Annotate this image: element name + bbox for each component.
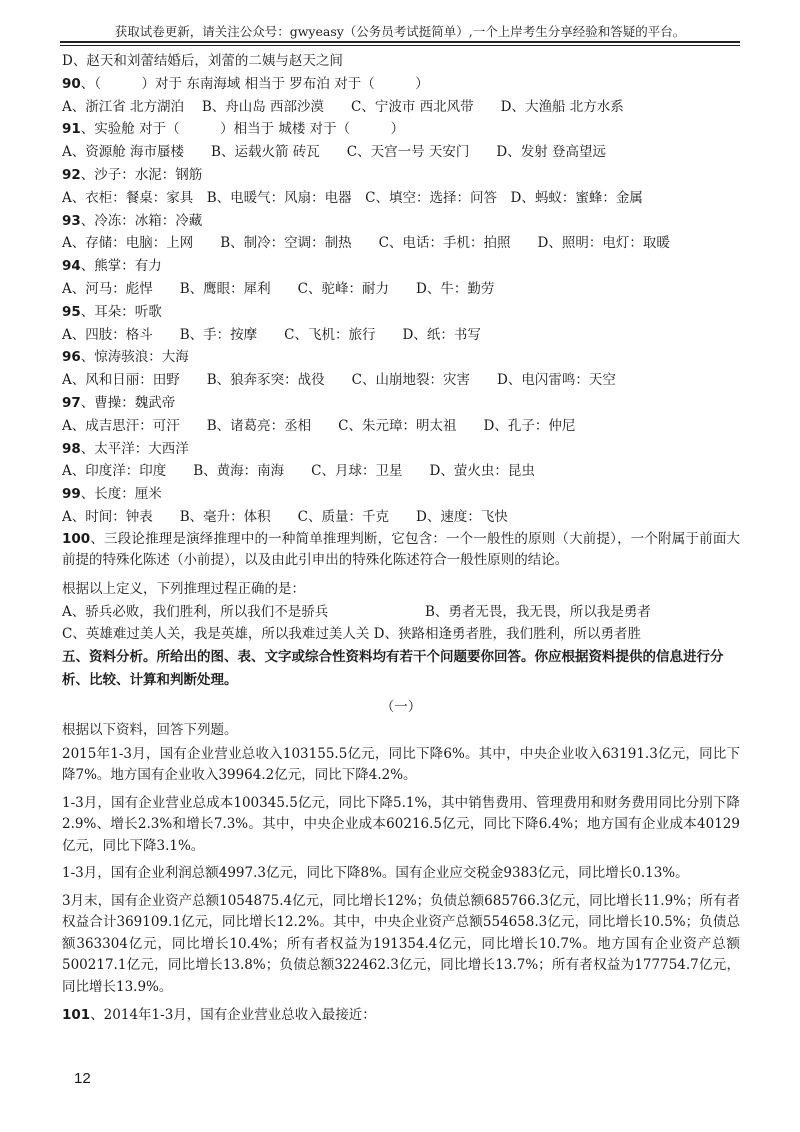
option-line: A、存储：电脑：上网 B、制冷：空调：制热 C、电话：手机：拍照 D、照明：电灯：取暖	[62, 235, 670, 252]
question-stem: 、长度：厘米	[80, 486, 162, 503]
header-rule	[60, 41, 740, 43]
question-number: 99	[62, 486, 81, 503]
question-stem: 、实验舱 对于（ ）相当于 城楼 对于（ ）	[80, 121, 405, 138]
question-number: 94	[62, 258, 81, 275]
option-line: A、时间：钟表 B、毫升：体积 C、质量：千克 D、速度：飞快	[62, 508, 508, 525]
question-stem: 、三段论推理是演绎推理中的一种简单推理判断，它包含：一个一般性的原则（大前提），一个附属于前面大前提的特殊化陈述（小前提），以及由此引申出的特殊化陈述符合一般性原则的结论。	[62, 530, 740, 569]
question-number: 97	[62, 394, 81, 411]
question-number: 95	[62, 303, 81, 320]
document-body	[62, 50, 740, 1027]
question-number: 92	[62, 166, 81, 183]
option-c: C、英雄难过美人关，我是英雄，所以我难过美人关	[62, 626, 370, 643]
question-stem: 、惊涛骇浪：大海	[80, 349, 189, 366]
option-row	[62, 623, 740, 646]
question-stem: 、（ ）对于 东南海域 相当于 罗布泊 对于（ ）	[80, 75, 429, 92]
question-number: 93	[62, 212, 81, 229]
option-line: A、成吉思汗：可汗 B、诸葛亮：丞相 C、朱元璋：明太祖 D、孔子：仲尼	[62, 417, 576, 434]
option-line: A、资源舱 海市蜃楼 B、运载火箭 砖瓦 C、天宫一号 天安门 D、发射 登高望远	[62, 144, 606, 161]
question-stem-line	[62, 210, 740, 233]
data-paragraph: 1-3月，国有企业利润总额4997.3亿元，同比下降8%。国有企业应交税金9383亿元，同比增长0.13%。	[62, 865, 689, 882]
question-stem: 、太平洋：大西洋	[80, 440, 189, 457]
question-stem: 、熊掌：有力	[80, 258, 162, 275]
section-heading: 五、资料分析。所给出的图、表、文字或综合性资料均有若干个问题要你回答。你应根据资料提供的信息进行分析、比较、计算和判断处理。	[62, 649, 724, 689]
option-line: A、四肢：格斗 B、手：按摩 C、飞机：旅行 D、纸：书写	[62, 326, 481, 343]
page-number: 12	[74, 1070, 91, 1087]
option-row	[62, 601, 740, 624]
intro-text: 根据以下资料，回答下列题。	[62, 721, 238, 738]
question-lines	[62, 50, 740, 529]
question-101	[62, 1004, 740, 1027]
question-stem-line	[62, 118, 740, 141]
option-b: B、勇者无畏，我无畏，所以我是勇者	[425, 603, 651, 620]
question-stem-line	[62, 438, 740, 461]
question-stem: 、曹操：魏武帝	[80, 394, 176, 411]
page-header: 获取试卷更新，请关注公众号：gwyeasy（公务员考试挺简单）,一个上岸考生分享经验和答疑的平台。	[114, 24, 686, 39]
option-line: A、衣柜：餐桌：家具 B、电暖气：风扇：电器 C、填空：选择：问答 D、蚂蚁：蜜蜂：金属	[62, 189, 643, 206]
question-100	[62, 529, 740, 572]
question-stem-line	[62, 301, 740, 324]
question-stem: 、沙子：水泥：钢筋	[80, 166, 203, 183]
question-stem-line	[62, 73, 740, 96]
question-stem-line	[62, 392, 740, 415]
question-number: 100	[62, 530, 91, 547]
option-line: A、浙江省 北方湖泊 B、舟山岛 西部沙漠 C、宁波市 西北风带 D、大渔船 北方水系	[62, 98, 624, 115]
data-paragraph: 2015年1-3月，国有企业营业总收入103155.5亿元，同比下降6%。其中，中央企业收入63191.3亿元，同比下降7%。地方国有企业收入39964.2亿元，同比下降4.2%。	[62, 745, 740, 784]
data-paragraph: 3月末，国有企业资产总额1054875.4亿元，同比增长12%；负债总额685766.3亿元，同比增长11.9%；所有者权益合计369109.1亿元，同比增长12.2%。其中，中央企业资产总额554658.3亿元，同比增长10.5%；负债总额363304亿元，同比增长10.4%；所有者权益为191354.4亿元，同比增长10.7%。地方国有企业资产总额500217.1亿元，同比增长13.8%；负债总额322462.3亿元，同比增长13.7%；所有者权益为177754.7亿元，同比增长13.9%。	[62, 892, 740, 995]
question-number: 101	[62, 1007, 91, 1024]
question-stem: 、耳朵：听歌	[80, 303, 162, 320]
question-stem: 、2014年1-3月，国有企业营业总收入最接近：	[90, 1007, 376, 1024]
option-line: A、河马：彪悍 B、鹰眼：犀利 C、驼峰：耐力 D、牛：勤劳	[62, 280, 495, 297]
option-a: A、骄兵必败，我们胜利，所以我们不是骄兵	[62, 603, 329, 620]
option-line: A、印度洋：印度 B、黄海：南海 C、月球：卫星 D、萤火虫：昆虫	[62, 463, 535, 480]
subsection-label: （一）	[380, 699, 422, 716]
question-instruction: 根据以上定义，下列推理过程正确的是：	[62, 580, 305, 597]
question-stem: 、冷冻：冰箱：冷藏	[80, 212, 203, 229]
question-number: 96	[62, 349, 81, 366]
question-number: 90	[62, 75, 81, 92]
question-number: 91	[62, 121, 81, 138]
question-stem-line	[62, 164, 740, 187]
header-rule-thin	[60, 45, 740, 46]
question-stem-line	[62, 483, 740, 506]
option-line: A、风和日丽：田野 B、狼奔豕突：战役 C、山崩地裂：灾害 D、电闪雷鸣：天空	[62, 372, 616, 389]
question-number: 98	[62, 440, 81, 457]
data-paragraph: 1-3月，国有企业营业总成本100345.5亿元，同比下降5.1%，其中销售费用、管理费用和财务费用同比分别下降2.9%、增长2.3%和增长7.3%。其中，中央企业成本60216.5亿元，同比下降6.4%；地方国有企业成本40129亿元，同比下降3.1%。	[62, 794, 740, 854]
option-line: D、赵天和刘蕾结婚后，刘蕾的二姨与赵天之间	[62, 53, 343, 69]
question-stem-line	[62, 255, 740, 278]
question-stem-line	[62, 346, 740, 369]
option-d: D、狭路相逢勇者胜，我们胜利，所以勇者胜	[373, 626, 641, 643]
